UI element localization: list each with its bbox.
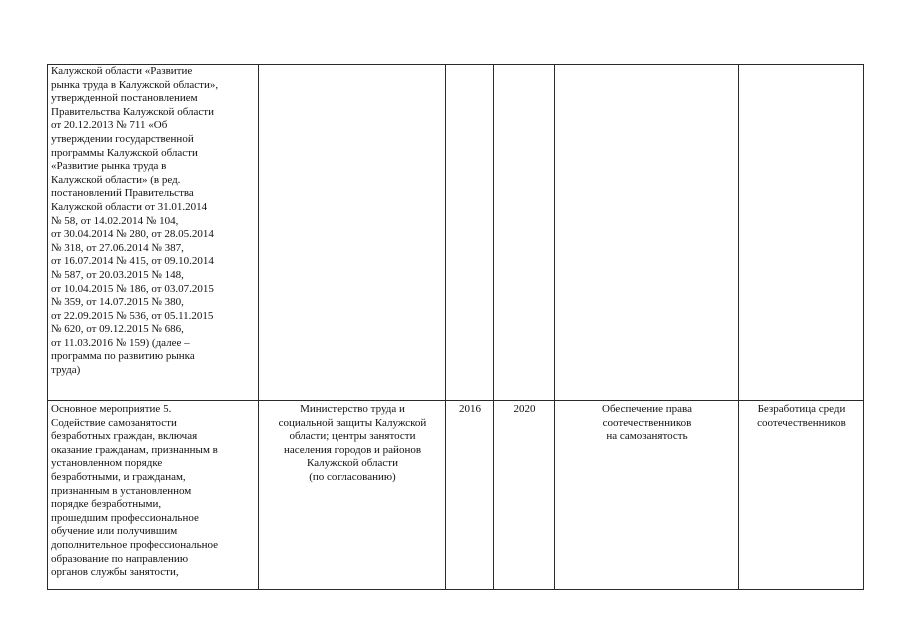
text-line: Калужской области от 31.01.2014 [51, 200, 208, 213]
text-line: Обеспечение права [602, 403, 692, 415]
text-line: Калужской области [307, 457, 398, 470]
text-line: от 20.12.2013 № 711 «Об [51, 119, 168, 132]
indicator-cell [739, 401, 864, 590]
text-line: Правительства Калужской области [51, 105, 214, 118]
start-year-cell [446, 401, 494, 590]
executor-text [262, 403, 443, 485]
program-reference-text [51, 65, 256, 378]
text-line: органов службы занятости, [51, 566, 179, 579]
text-line: от 16.07.2014 № 415, от 09.10.2014 [51, 255, 214, 268]
text-line: образование по направлению [51, 552, 189, 565]
end-year-cell [494, 401, 555, 590]
empty-executor-cell [259, 65, 446, 401]
table-row [48, 65, 864, 401]
text-line: оказание гражданам, признанным в [51, 443, 218, 456]
text-line: установленном порядке [51, 457, 163, 470]
document-table [47, 64, 864, 590]
result-cell [555, 401, 739, 590]
text-line: соотечественников [757, 416, 846, 429]
text-line: постановлений Правительства [51, 187, 194, 200]
table-row [48, 401, 864, 590]
text-line: № 620, от 09.12.2015 № 686, [51, 323, 184, 336]
text-line: № 58, от 14.02.2014 № 104, [51, 214, 179, 227]
text-line: от 22.09.2015 № 536, от 05.11.2015 [51, 309, 214, 322]
text-line: обучение или получившим [51, 525, 178, 538]
text-line: программы Калужской области [51, 146, 198, 159]
text-line: (по согласованию) [309, 470, 396, 483]
text-line: Содействие самозанятости [51, 416, 177, 429]
text-line: безработных граждан, включая [51, 430, 198, 443]
end-year: 2020 [513, 403, 536, 415]
text-line: социальной защиты Калужской [278, 416, 427, 429]
empty-indicator-cell [739, 65, 864, 401]
start-year: 2016 [459, 403, 481, 415]
text-line: труда) [51, 364, 81, 377]
text-line: № 587, от 20.03.2015 № 148, [51, 268, 184, 281]
text-line: дополнительное профессиональное [51, 538, 219, 551]
empty-end-year-cell [494, 65, 555, 401]
text-line: на самозанятость [606, 430, 688, 443]
measure-text [51, 403, 256, 580]
text-line: программа по развитию рынка [51, 350, 195, 363]
text-line: от 30.04.2014 № 280, от 28.05.2014 [51, 228, 214, 241]
text-line: от 11.03.2016 № 159) (далее – [51, 336, 190, 349]
text-line: Основное мероприятие 5. [51, 403, 172, 415]
empty-result-cell [555, 65, 739, 401]
text-line: признанным в установленном [51, 484, 192, 497]
text-line: области; центры занятости [289, 430, 416, 443]
text-line: № 359, от 14.07.2015 № 380, [51, 296, 184, 309]
program-reference-cell [48, 65, 259, 401]
text-line: рынка труда в Калужской области», [51, 78, 219, 91]
text-line: прошедшим профессиональное [51, 511, 199, 524]
text-line: соотечественников [602, 416, 692, 429]
executor-cell [259, 401, 446, 590]
text-line: населения городов и районов [283, 443, 422, 456]
text-line: порядке безработными, [51, 498, 162, 511]
text-line: Министерство труда и [300, 403, 405, 415]
empty-start-year-cell [446, 65, 494, 401]
text-line: утверждении государственной [51, 132, 194, 145]
measure-cell [48, 401, 259, 590]
indicator-text [742, 403, 861, 430]
text-line: «Развитие рынка труда в [51, 160, 167, 173]
text-line: утвержденной постановлением [51, 92, 198, 105]
text-line: Калужской области» (в ред. [51, 173, 181, 186]
text-line: № 318, от 27.06.2014 № 387, [51, 241, 184, 254]
text-line: безработными, и гражданам, [51, 470, 186, 483]
text-line: Калужской области «Развитие [51, 65, 193, 77]
text-line: от 10.04.2015 № 186, от 03.07.2015 [51, 282, 214, 295]
text-line: Безработица среди [757, 403, 846, 415]
result-text [558, 403, 736, 444]
